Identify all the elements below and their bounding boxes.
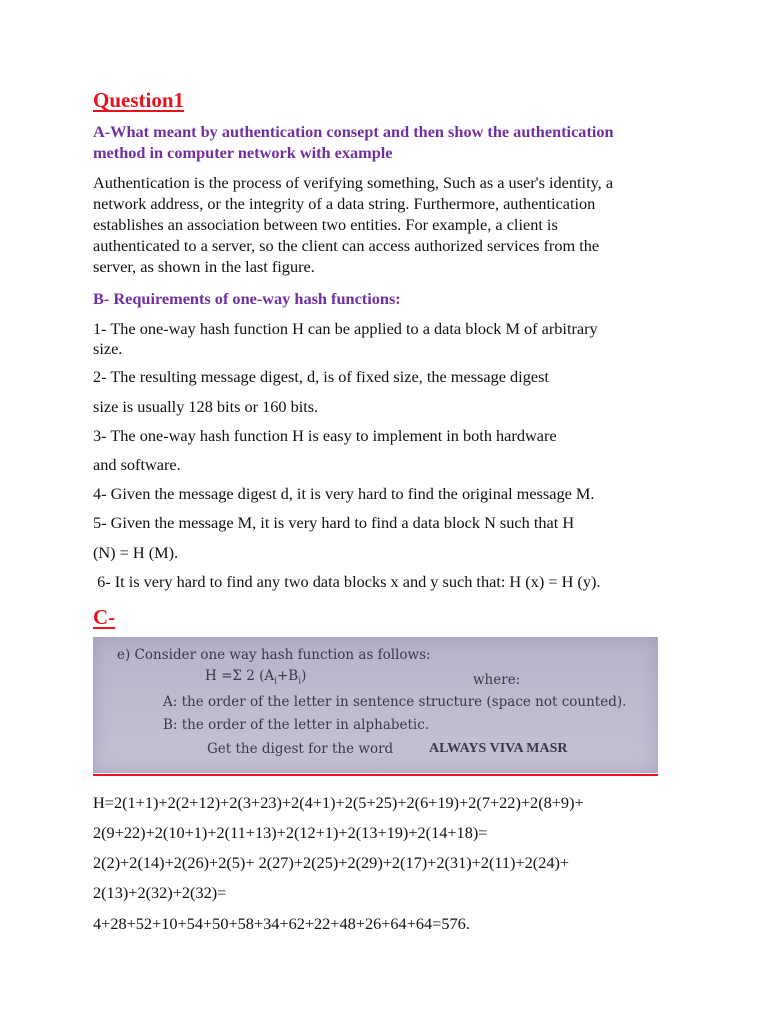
solution-line: 2(2)+2(14)+2(26)+2(5)+ 2(27)+2(25)+2(29)+2(17)+2(31)+2(11)+2(24)+	[93, 853, 570, 872]
part-a-heading-line: method in computer network with example	[93, 143, 393, 162]
body-line: authenticated to a server, so the client can access authorized services from the	[93, 236, 600, 255]
part-b-heading: B- Requirements of one-way hash functions:	[93, 289, 401, 308]
solution-line: 2(13)+2(32)+2(32)=	[93, 883, 227, 902]
snippet-def-b: B: the order of the letter in alphabetic.	[163, 717, 430, 733]
solution-result-line: 4+28+52+10+54+50+58+34+62+22+48+26+64+64=576.	[93, 914, 470, 933]
requirement-line: 2- The resulting message digest, d, is of fixed size, the message digest	[93, 367, 549, 386]
requirement-line: size.	[93, 339, 123, 358]
part-a-body	[93, 172, 683, 277]
snippet-def-a: A: the order of the letter in sentence structure (space not counted).	[163, 694, 627, 710]
snippet-intro: e) Consider one way hash function as follows:	[117, 647, 431, 663]
body-line: establishes an association between two entities. For example, a client is	[93, 215, 558, 234]
snippet-word: ALWAYS VIVA MASR	[429, 741, 568, 756]
requirement-line: and software.	[93, 455, 181, 474]
requirement-line: size is usually 128 bits or 160 bits.	[93, 397, 319, 416]
exam-question-photo	[93, 637, 658, 773]
part-c-heading: C-	[93, 605, 116, 629]
snippet-where: where:	[473, 672, 521, 688]
requirement-line: 3- The one-way hash function H is easy to implement in both hardware	[93, 426, 557, 445]
requirement-line: 5- Given the message M, it is very hard to find a data block N such that H	[93, 513, 575, 532]
snippet-formula: H =Σ 2 $(A_i+B_i)$	[205, 668, 307, 687]
part-a-heading	[93, 121, 683, 163]
body-line: Authentication is the process of verifying something, Such as a user's identity, a	[93, 173, 614, 192]
body-line: server, as shown in the last figure.	[93, 257, 315, 276]
requirement-line: 6- It is very hard to find any two data blocks x and y such that: H (x) = H (y).	[93, 572, 601, 591]
divider-line	[93, 774, 658, 776]
solution-line: 2(9+22)+2(10+1)+2(11+13)+2(12+1)+2(13+19)+2(14+18)=	[93, 823, 488, 842]
requirement-line: (N) = H (M).	[93, 543, 179, 562]
solution-line: H=2(1+1)+2(2+12)+2(3+23)+2(4+1)+2(5+25)+2(6+19)+2(7+22)+2(8+9)+	[93, 793, 584, 812]
requirement-line: 4- Given the message digest d, it is very hard to find the original message M.	[93, 484, 595, 503]
body-line: network address, or the integrity of a data string. Furthermore, authentication	[93, 194, 596, 213]
question-title: Question1	[93, 88, 185, 112]
snippet-task: Get the digest for the word	[207, 741, 394, 757]
requirement-line: 1- The one-way hash function H can be applied to a data block M of arbitrary	[93, 319, 598, 338]
part-a-heading-line: A-What meant by authentication consept and then show the authentication	[93, 122, 614, 141]
